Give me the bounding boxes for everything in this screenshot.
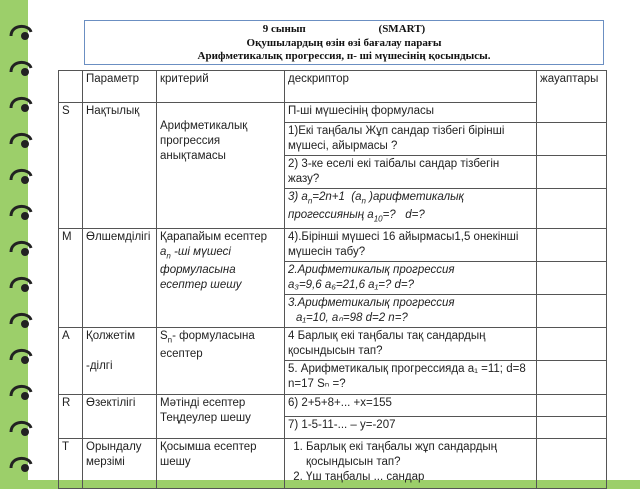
answer-cell[interactable]: [537, 416, 607, 438]
letter-s: S: [59, 103, 83, 229]
descriptor-body: a₃=9,6 a₆=21,6 a₁=? d=?: [288, 278, 415, 291]
ring-icon: [5, 94, 35, 116]
ring-icon: [5, 58, 35, 80]
param-a: Қолжетім -ділгі: [83, 327, 157, 394]
criterion-s-text: Арифметикалық прогрессия анықтамасы: [160, 120, 248, 162]
descriptor-body: a₁=10, aₙ=98 d=2 n=?: [296, 311, 408, 324]
header-criterion: критерий: [157, 71, 285, 103]
criterion-r: Мәтінді есептер Теңдеулер шешу: [157, 394, 285, 438]
criterion-s: [157, 103, 285, 229]
ring-icon: [5, 382, 35, 404]
descriptor-list: [288, 440, 533, 485]
descriptor-cell: 5. Арифметикалық прогрессияда a₁ =11; d=8 n=17 Sₙ =?: [285, 360, 537, 394]
ring-icon: [5, 418, 35, 440]
ring-icon: [5, 202, 35, 224]
grade-label: 9 сынып: [262, 23, 306, 35]
header-answer: жауаптары: [537, 71, 607, 123]
ring-icon: [5, 238, 35, 260]
criterion-m-line1: Қарапайым есептер: [160, 230, 267, 243]
sn-sub: n: [167, 334, 173, 344]
descriptor-cell: 4 Барлық екі таңбалы тақ сандардың қосындысын тап?: [285, 327, 537, 360]
criterion-m-rest: -ші мүшесі формуласына есептер шешу: [160, 245, 242, 291]
answer-cell[interactable]: [537, 438, 607, 488]
descriptor-cell: 7) 1-5-11-... – y=-207: [285, 416, 537, 438]
answer-cell[interactable]: [537, 156, 607, 189]
answer-cell[interactable]: [537, 327, 607, 360]
smart-label: (SMART): [378, 23, 426, 35]
ring-icon: [5, 454, 35, 476]
criterion-a: [157, 327, 285, 394]
ring-icon: [5, 166, 35, 188]
criterion-m: [157, 228, 285, 327]
param-m: Өлшемділігі: [83, 228, 157, 327]
ring-icon: [5, 130, 35, 152]
an-symbol: a: [160, 245, 167, 258]
descriptor-cell: 3) $a_n=2n+1$ ($a_n$ )арифметикалық прогессияның $a_{10}=$? d=?: [285, 189, 537, 229]
letter-t: T: [59, 438, 83, 488]
criterion-t: Қосымша есептер шешу: [157, 438, 285, 488]
criterion-a-rest: - формуласына есептер: [160, 329, 255, 360]
descriptor-title: 2.Арифметикалық прогрессия: [288, 263, 455, 276]
answer-cell[interactable]: [537, 261, 607, 294]
param-r: Өзектілігі: [83, 394, 157, 438]
answer-cell[interactable]: [537, 294, 607, 327]
descriptor-title: 3.Арифметикалық прогрессия: [288, 296, 455, 309]
sn-symbol: S: [160, 329, 168, 342]
descriptor-cell: [285, 294, 537, 327]
ring-icon: [5, 346, 35, 368]
ring-icon: [5, 274, 35, 296]
worksheet-title: Оқушылардың өзін өзі бағалау парағы: [246, 36, 442, 49]
descriptor-cell: 2) 3-ке еселі екі таібалы сандар тізбегін жазу?: [285, 156, 537, 189]
ring-icon: [5, 310, 35, 332]
answer-cell[interactable]: [537, 360, 607, 394]
header-param: Параметр: [83, 71, 157, 103]
list-item: 2. Үш таңбалы ... сандар: [306, 470, 533, 485]
letter-r: R: [59, 394, 83, 438]
answer-cell[interactable]: [537, 189, 607, 229]
header-descriptor: дескриптор: [285, 71, 537, 103]
worksheet-subtitle: Арифметикалық прогрессия, п- ші мүшесінің қосындысы.: [197, 50, 491, 62]
list-item: 1. Барлық екі таңбалы жұп сандардың қосындысын тап?: [306, 440, 533, 470]
criterion-m-line2: [160, 245, 281, 293]
param-s: Нақтылық: [83, 103, 157, 229]
descriptor-cell: [285, 261, 537, 294]
descriptor-cell: П-ші мүшесінің формуласы: [285, 103, 537, 123]
answer-cell[interactable]: [537, 394, 607, 416]
smart-table: [58, 70, 607, 489]
an-sub: n: [166, 250, 171, 260]
worksheet-header: [84, 20, 604, 65]
descriptor-cell: 4).Бірінші мүшесі 16 айырмасы1,5 онекінші мүшесін табу?: [285, 228, 537, 261]
letter-m: M: [59, 228, 83, 327]
answer-cell[interactable]: [537, 123, 607, 156]
letter-cell: [59, 71, 83, 103]
descriptor-cell: [285, 438, 537, 488]
descriptor-cell: 6) 2+5+8+... +x=155: [285, 394, 537, 416]
letter-a: A: [59, 327, 83, 394]
param-t: Орындалу мерзімі: [83, 438, 157, 488]
answer-cell[interactable]: [537, 228, 607, 261]
descriptor-cell: 1)Екі таңбалы Жұп сандар тізбегі бірінші мүшесі, айырмасы ?: [285, 123, 537, 156]
ring-icon: [5, 22, 35, 44]
